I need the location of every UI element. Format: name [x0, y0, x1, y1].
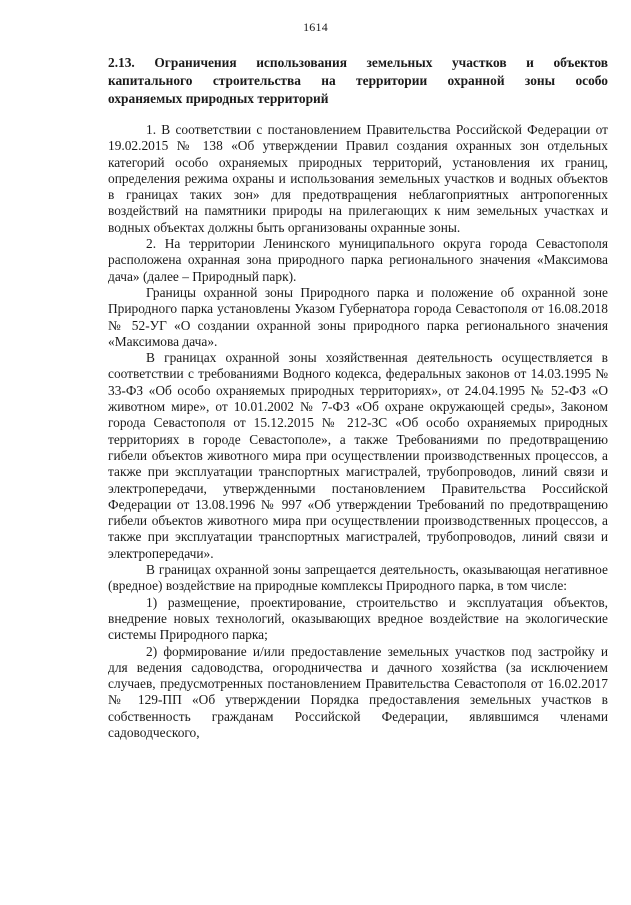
section-heading-line: 2.13. Ограничения использования земельных участков и объектов: [108, 55, 608, 70]
paragraph-item-2: 2. На территории Ленинского муниципального округа города Севастополя расположена охранная зона природного парка регионального значения «Максимова дача» (далее – Природный парк).: [108, 236, 608, 284]
paragraph-economic-activity: В границах охранной зоны хозяйственная деятельность осуществляется в соответствии с требованиями Водного кодекса, федеральных законов от 14.03.1995 № 33-ФЗ «Об особо охраняемых природных территориях», от 24.04.1995 № 52-ФЗ «О животном мире», от 10.01.2002 № 7-ФЗ «Об охране окружающей среды», Законом города Севастополя от 15.12.2015 № 212-ЗС «Об особо охраняемых природных территориях в городе Севастополе», а также Требованиями по предотвращению гибели объектов животного мира при осуществлении производственных процессов, а также при эксплуатации транспортных магистралей, трубопроводов, линий связи и электропередачи, утвержденными постановлением Правительства Российской Федерации от 13.08.1996 № 997 «Об утверждении Требований по предотвращению гибели объектов животного мира при осуществлении производственных процессов, а также при эксплуатации транспортных магистралей, трубопроводов, линий связи и электропередачи».: [108, 350, 608, 561]
section-heading-line: охраняемых природных территорий: [108, 91, 329, 106]
paragraph-prohibitions: В границах охранной зоны запрещается деятельность, оказывающая негативное (вредное) воздействие на природные комплексы Природного парка, в том числе:: [108, 562, 608, 594]
section-heading: [108, 54, 608, 108]
list-item-1: 1) размещение, проектирование, строительство и эксплуатация объектов, внедрение новых технологий, оказывающих вредное воздействие на экологические системы Природного парка;: [108, 594, 608, 643]
section-heading-line: капитального строительства на территории охранной зоны особо: [108, 73, 608, 88]
page-number: 1614: [303, 20, 328, 34]
paragraph-borders: Границы охранной зоны Природного парка и положение об охранной зоне Природного парка установлены Указом Губернатора города Севастополя от 16.08.2018 № 52-УГ «О создании охранной зоны природного парка регионального значения «Максимова дача».: [108, 284, 608, 349]
paragraph-item-1: 1. В соответствии с постановлением Правительства Российской Федерации от 19.02.2015 № 138 «Об утверждении Правил создания охранных зон отдельных категорий особо охраняемых природных территорий, установления их границ, определения режима охраны и использования земельных участков и водных объектов в границах таких зон» для предотвращения неблагоприятных антропогенных воздействий на памятники природы на прилегающих к ним земельных участках и водных объектах должны быть организованы охранные зоны.: [108, 122, 608, 235]
document-body: [108, 122, 608, 741]
list-item-2: 2) формирование и/или предоставление земельных участков под застройку и для ведения садоводства, огородничества и дачного хозяйства (за исключением случаев, предусмотренных постановлением Правительства Севастополя от 16.02.2017 № 129-ПП «Об утверждении Порядка предоставления земельных участков в собственность гражданам Российской Федерации, являвшимся членами садоводческого,: [108, 643, 608, 740]
